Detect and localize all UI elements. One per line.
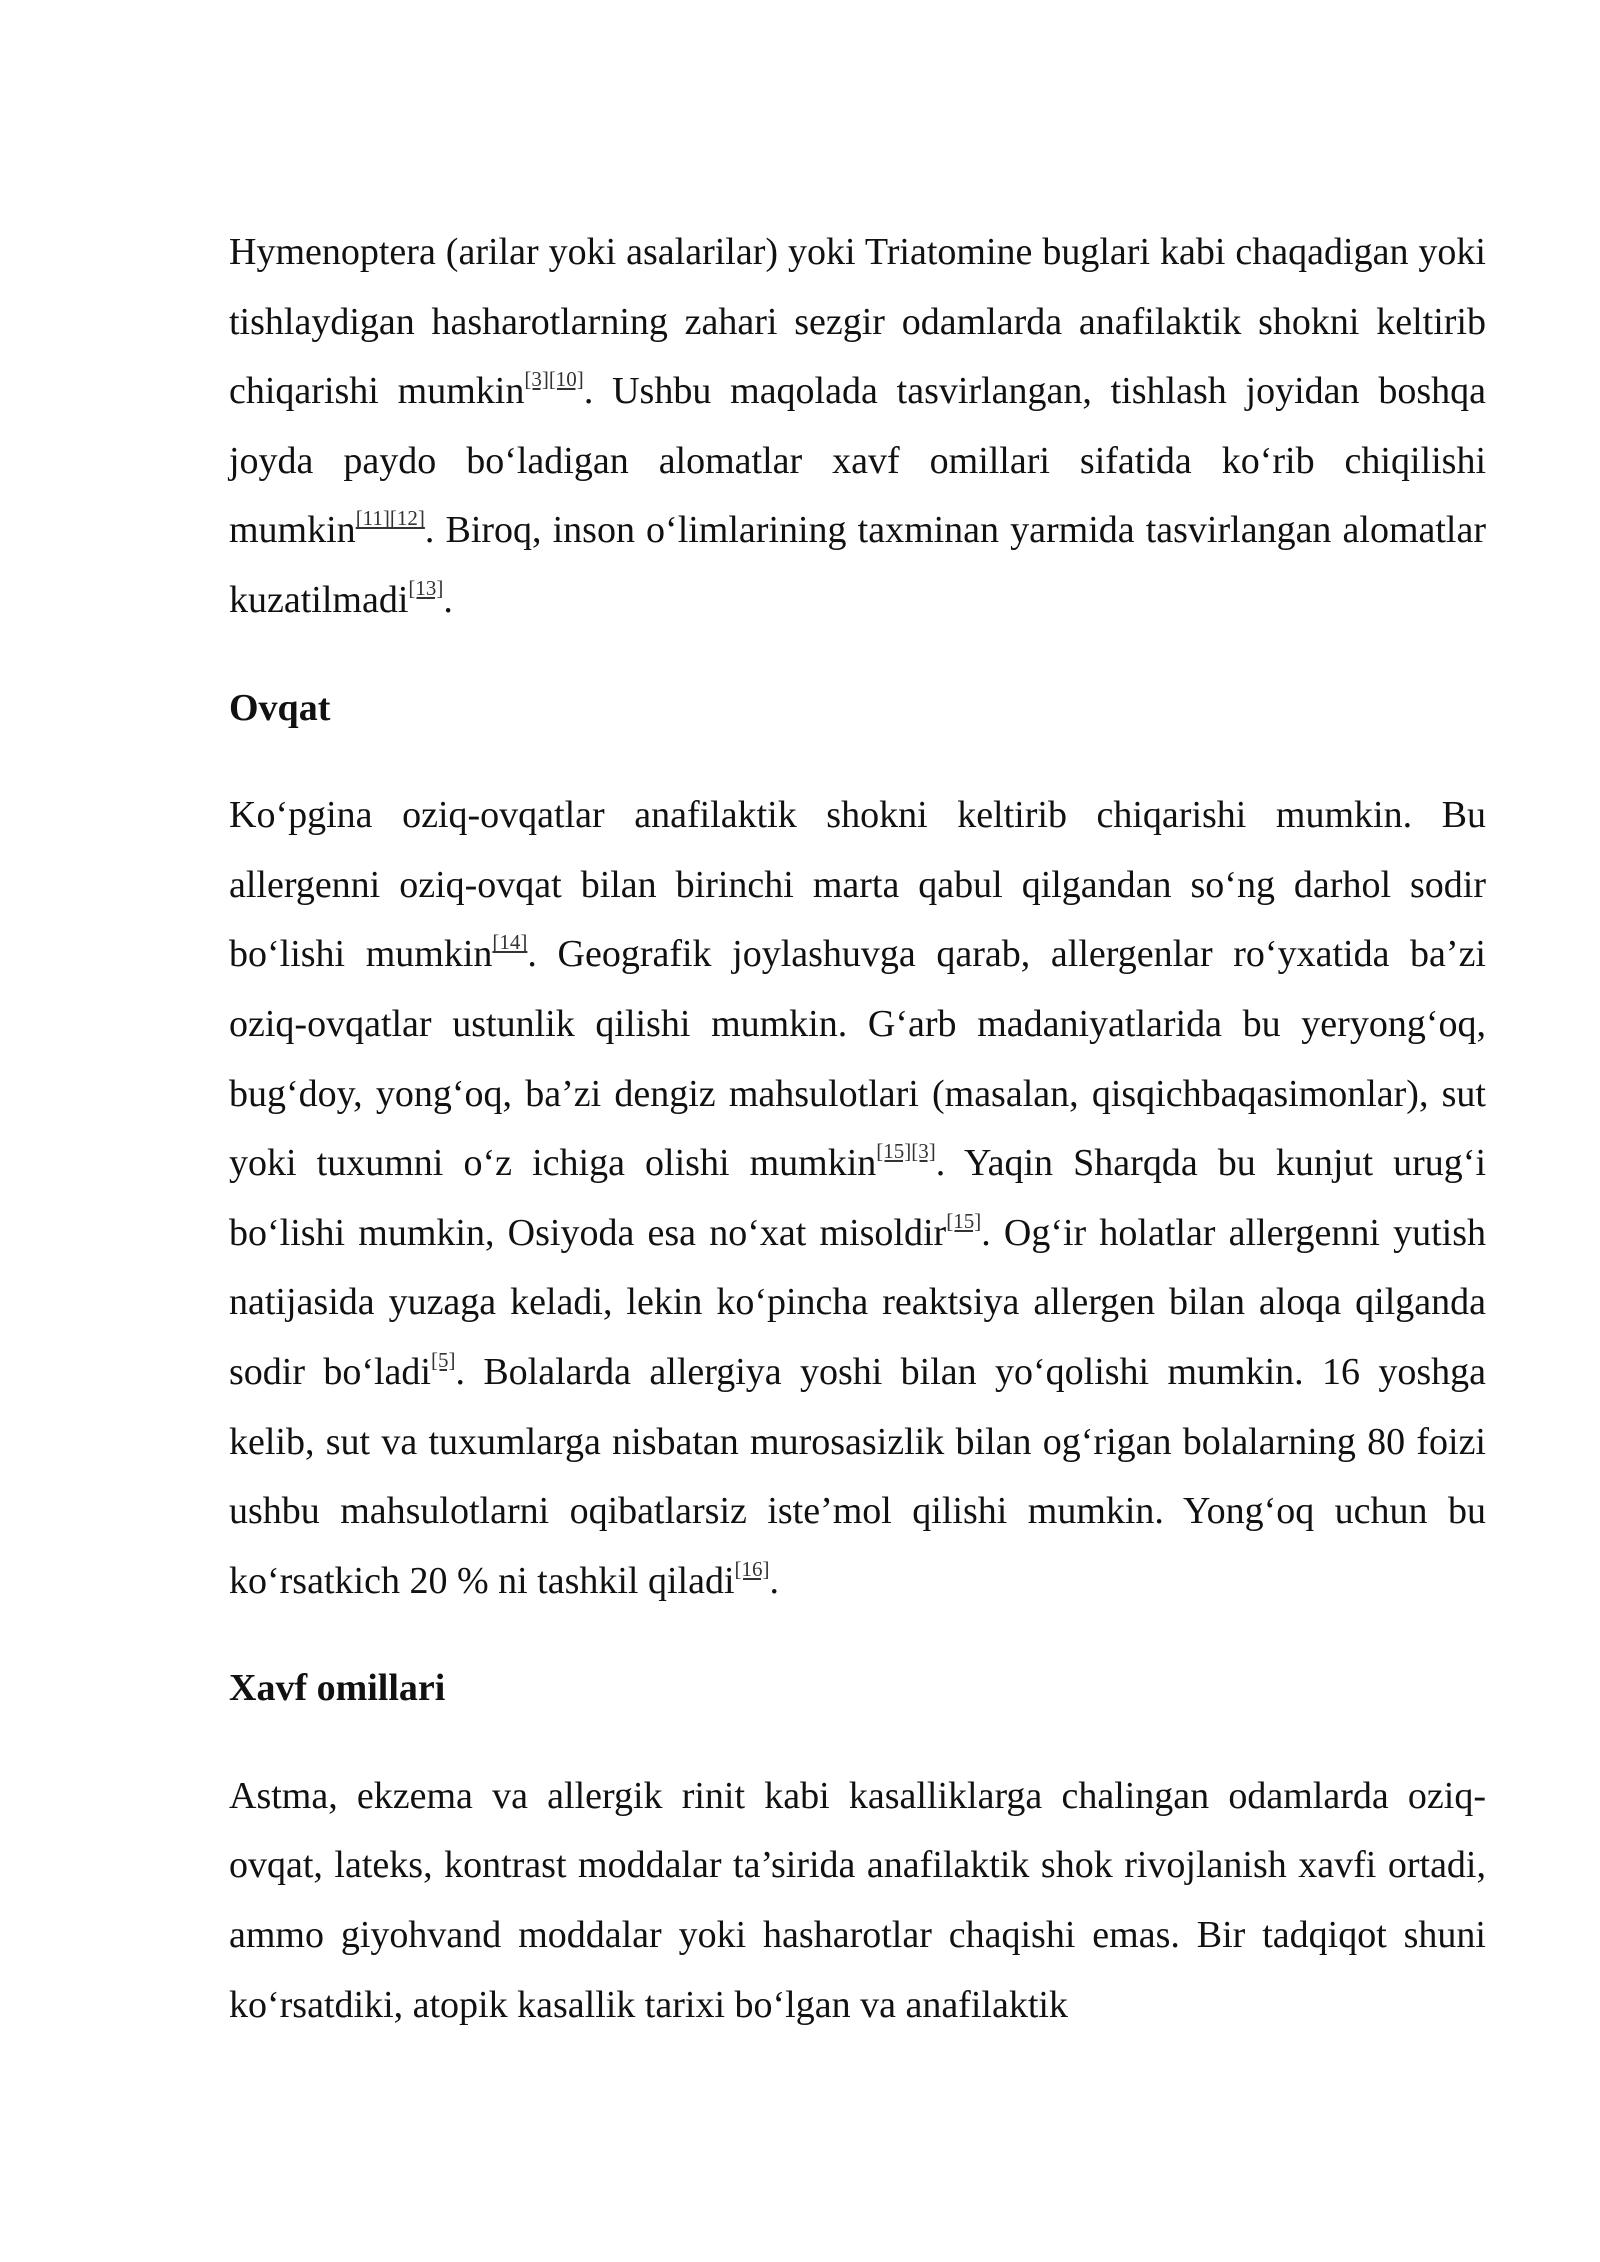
paragraph-text: . Biroq, inson o‘limlarining taxminan yarmida tasvirlangan alomatlar kuzatilmadi: [229, 509, 1486, 621]
citation-link[interactable]: [3][10]: [524, 367, 584, 392]
citation-link[interactable]: [13]: [408, 575, 444, 600]
citation-link[interactable]: [14]: [492, 930, 528, 955]
paragraph-text: . Og‘ir holatlar allergenni yutish natijasida yuzaga keladi, lekin ko‘pincha reaktsiya allergen bilan aloqa qilganda sodir bo‘ladi: [229, 1211, 1486, 1393]
citation-link[interactable]: [11][12]: [355, 506, 425, 531]
section-heading-xavf-omillari: Xavf omillari: [229, 1667, 446, 1710]
paragraph-text: Ko‘pgina oziq-ovqatlar anafilaktik shokni keltirib chiqarishi mumkin. Bu allergenni oziq-ovqat bilan birinchi marta qabul qilgandan so‘ng darhol sodir bo‘lishi mumkin: [229, 794, 1486, 976]
paragraph-text: . Geografik joylashuvga qarab, allergenlar ro‘yxatida ba’zi oziq-ovqatlar ustunlik qilishi mumkin. G‘arb madaniyatlarida bu yeryong‘oq, bug‘doy, yong‘oq, ba’zi dengiz mahsulotlari (masalan, qisqichbaqasimonlar), sut yoki tuxumni o‘z ichiga olishi mumkin: [229, 933, 1486, 1185]
paragraph-text: . Bolalarda allergiya yoshi bilan yo‘qolishi mumkin. 16 yoshga kelib, sut va tuxumlarga nisbatan murosasizlik bilan og‘rigan bolalarning 80 foizi ushbu mahsulotlarni oqibatlarsiz iste’mol qilishi mumkin. Yong‘oq uchun bu ko‘rsatkich 20 % ni tashkil qiladi: [229, 1350, 1486, 1602]
citation-link[interactable]: [15]: [946, 1208, 982, 1233]
paragraph-text: .: [769, 1559, 780, 1602]
citation-link[interactable]: [5]: [430, 1347, 456, 1372]
paragraph-text: . Ushbu maqolada tasvirlangan, tishlash joyidan boshqa joyda paydo bo‘ladigan alomatlar xavf omillari sifatida ko‘rib chiqilishi mumkin: [229, 370, 1486, 552]
paragraph-food: [229, 781, 1486, 1616]
paragraph-risk-factors: [229, 1762, 1486, 2040]
paragraph-text: Hymenoptera (arilar yoki asalarilar) yoki Triatomine buglari kabi chaqadigan yoki tishlaydigan hasharotlarning zahari sezgir odamlarda anafilaktik shokni keltirib chiqarishi mumkin: [229, 231, 1486, 413]
paragraph-insect-venom: [229, 218, 1486, 636]
citation-link[interactable]: [15][3]: [876, 1139, 936, 1164]
paragraph-text: . Yaqin Sharqda bu kunjut urug‘i bo‘lishi mumkin, Osiyoda esa no‘xat misoldir: [229, 1142, 1486, 1254]
citation-link[interactable]: [16]: [734, 1556, 770, 1581]
document-page: [229, 218, 1486, 2040]
section-heading-ovqat: Ovqat: [229, 686, 331, 729]
paragraph-text: Astma, ekzema va allergik rinit kabi kasalliklarga chalingan odamlarda oziq-ovqat, lateks, kontrast moddalar ta’sirida anafilaktik shok rivojlanish xavfi ortadi, ammo giyohvand moddalar yoki hasharotlar chaqishi emas. Bir tadqiqot shuni ko‘rsatdiki, atopik kasallik tarixi bo‘lgan va anafilaktik: [229, 1774, 1486, 2026]
paragraph-text: .: [443, 578, 453, 621]
